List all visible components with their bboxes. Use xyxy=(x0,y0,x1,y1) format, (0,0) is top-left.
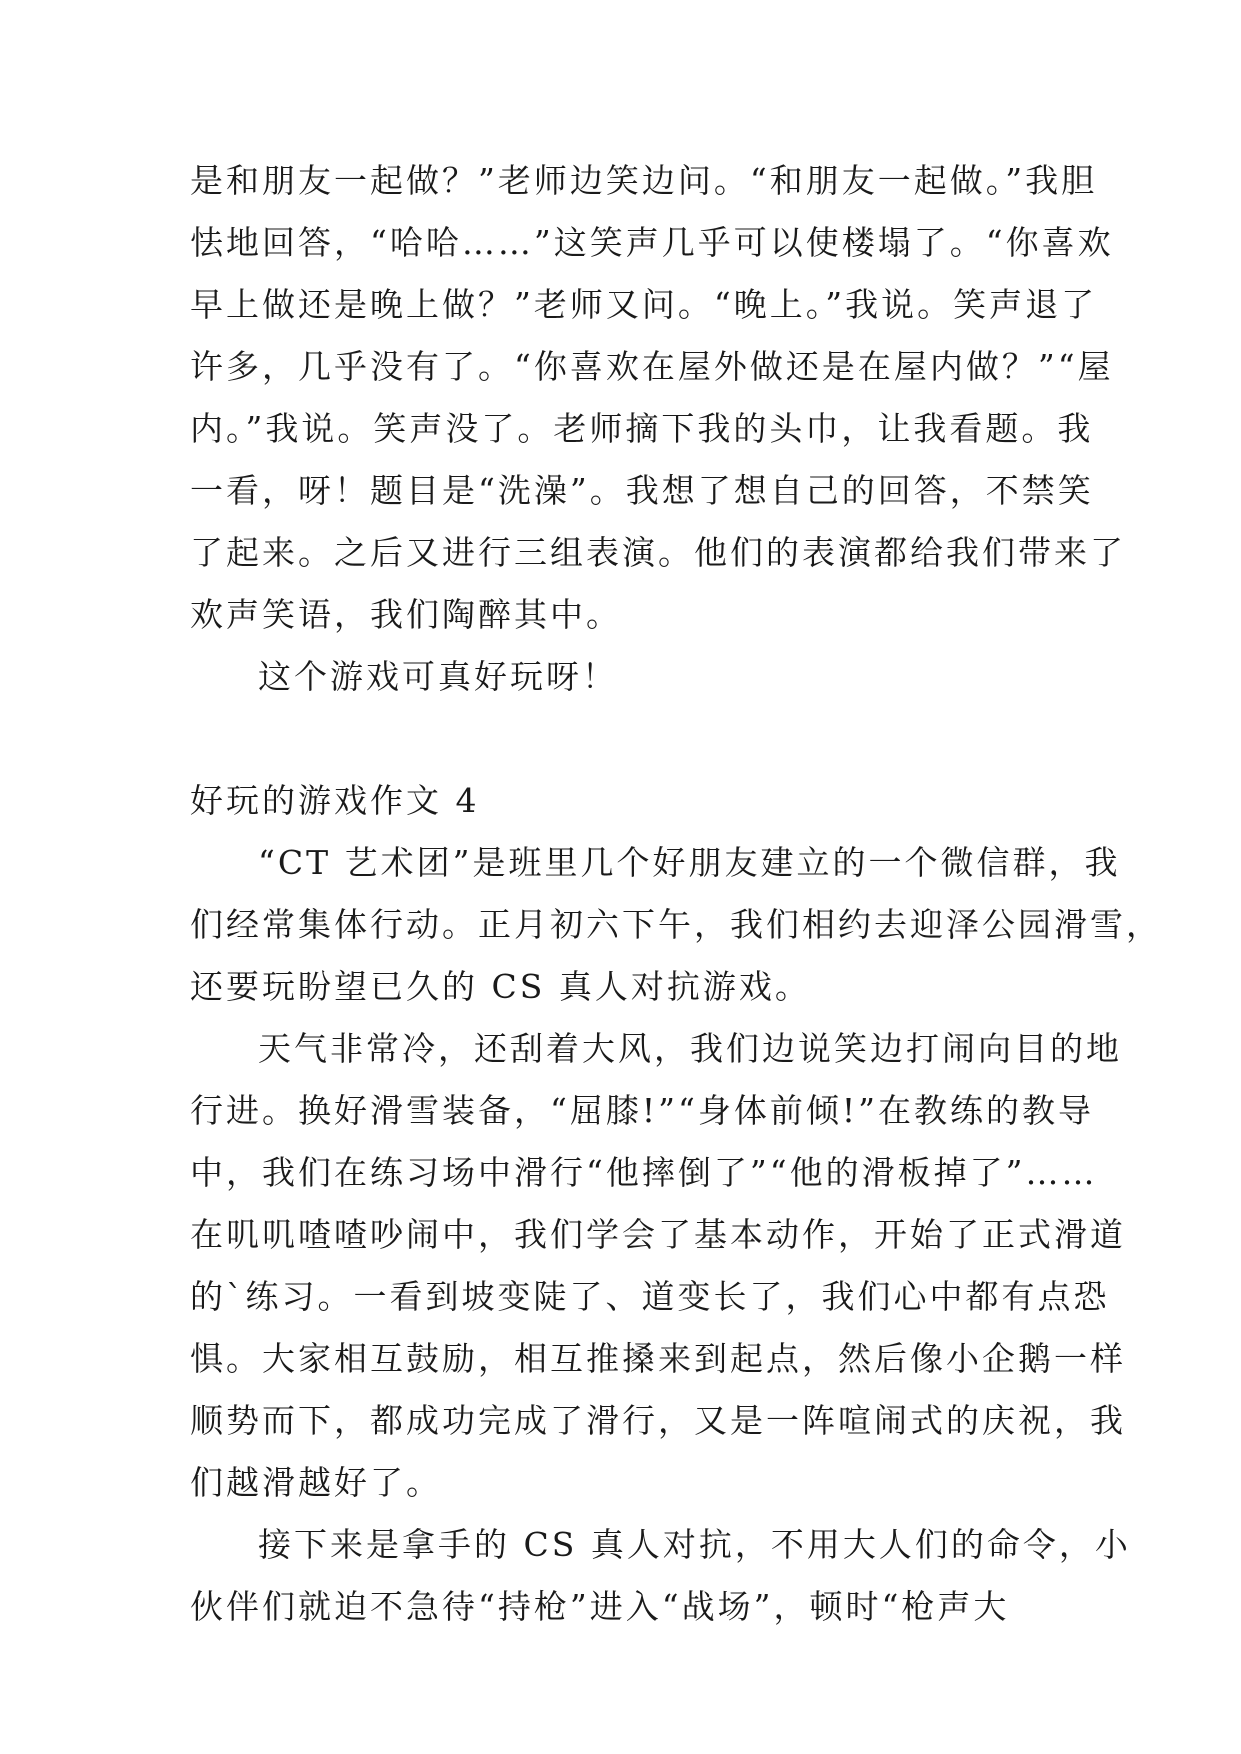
section-title xyxy=(190,770,1050,832)
text-line: 们越滑越好了。 xyxy=(190,1463,442,1502)
text-line: 天气非常冷，还刮着大风，我们边说笑边打闹向目的地 xyxy=(258,1029,1122,1068)
paragraph-2 xyxy=(190,1018,1126,1514)
text-line: 中，我们在练习场中滑行“他摔倒了”“他的滑板掉了”…… xyxy=(190,1153,1098,1192)
text-line: 行进。换好滑雪装备，“屈膝!”“身体前倾!”在教练的教导 xyxy=(190,1091,1095,1130)
document-page xyxy=(190,150,1162,1638)
text-line: 内。”我说。笑声没了。老师摘下我的头巾，让我看题。我 xyxy=(190,409,1094,448)
text-line: 许多，几乎没有了。“你喜欢在屋外做还是在屋内做？”“屋 xyxy=(190,347,1114,386)
text-line: 的`练习。一看到坡变陡了、道变长了，我们心中都有点恐 xyxy=(190,1277,1110,1316)
text-line: 们经常集体行动。正月初六下午，我们相约去迎泽公园滑雪， xyxy=(190,905,1162,944)
text-line: 早上做还是晚上做？”老师又问。“晚上。”我说。笑声退了 xyxy=(190,285,1098,324)
text-line: 怯地回答，“哈哈……”这笑声几乎可以使楼塌了。“你喜欢 xyxy=(190,223,1114,262)
text-line: 还要玩盼望已久的 CS 真人对抗游戏。 xyxy=(190,967,811,1006)
text-line: 了起来。之后又进行三组表演。他们的表演都给我们带来了 xyxy=(190,533,1126,572)
text-line: 这个游戏可真好玩呀！ xyxy=(258,657,618,696)
text-line: 伙伴们就迫不急待“持枪”进入“战场”，顿时“枪声大 xyxy=(190,1587,1010,1626)
text-line: 接下来是拿手的 CS 真人对抗，不用大人们的命令，小 xyxy=(258,1525,1131,1564)
paragraph-continuation xyxy=(190,150,1126,646)
text-line: 顺势而下，都成功完成了滑行，又是一阵喧闹式的庆祝，我 xyxy=(190,1401,1126,1440)
text-line: 是和朋友一起做？”老师边笑边问。“和朋友一起做。”我胆 xyxy=(190,161,1098,200)
text-line: 惧。大家相互鼓励，相互推搡来到起点，然后像小企鹅一样 xyxy=(190,1339,1126,1378)
paragraph-1 xyxy=(190,832,1162,1018)
text-line: 欢声笑语，我们陶醉其中。 xyxy=(190,595,622,634)
text-line: 一看，呀！题目是“洗澡”。我想了想自己的回答，不禁笑 xyxy=(190,471,1094,510)
paragraph-conclusion xyxy=(190,646,1050,708)
section-gap xyxy=(190,708,1050,770)
text-line: 在叽叽喳喳吵闹中，我们学会了基本动作，开始了正式滑道 xyxy=(190,1215,1126,1254)
paragraph-3 xyxy=(190,1514,1131,1638)
essay-title: 好玩的游戏作文 4 xyxy=(190,781,480,820)
text-line: “CT 艺术团”是班里几个好朋友建立的一个微信群，我 xyxy=(258,843,1121,882)
